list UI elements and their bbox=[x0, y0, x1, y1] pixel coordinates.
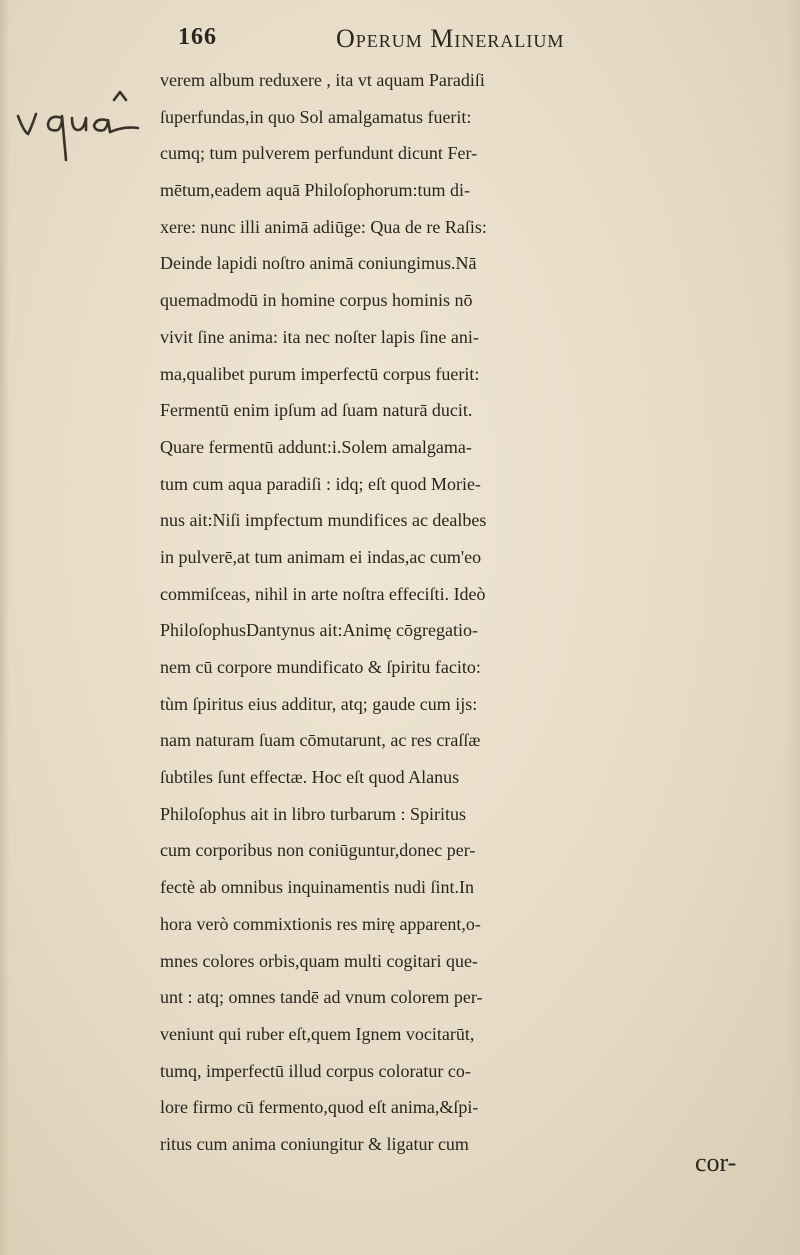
catchword: cor- bbox=[695, 1148, 737, 1177]
text-line: mnes colores orbis,quam multi cogitari que- bbox=[160, 950, 478, 971]
text-line: Deinde lapidi noſtro animā coniungimus.Nā bbox=[160, 253, 477, 274]
text-line: in pulverē,at tum animam ei indas,ac cum'eo bbox=[160, 546, 482, 567]
page-header bbox=[178, 22, 738, 58]
text-line: verem album reduxere , ita vt aquam Paradiſi bbox=[160, 70, 485, 90]
text-line: vivit ſine anima: ita nec noſter lapis ſine ani- bbox=[160, 326, 479, 347]
text-line: ſuperfundas,in quo Sol amalgamatus fuerit: bbox=[160, 106, 472, 127]
text-line: hora verò commixtionis res mirę apparent,o- bbox=[160, 913, 481, 934]
gutter-shadow bbox=[0, 0, 10, 1255]
text-line: nam naturam ſuam cōmutarunt, ac res craſſæ bbox=[160, 730, 481, 751]
text-line: Fermentū enim ipſum ad ſuam naturā ducit. bbox=[160, 400, 473, 421]
text-line: nus ait:Niſi impfectum mundifices ac dealbes bbox=[160, 510, 487, 531]
handwritten-note-drawing bbox=[14, 86, 154, 166]
handwritten-margin-note bbox=[14, 86, 154, 166]
text-line: xere: nunc illi animā adiūge: Qua de re Raſis: bbox=[160, 216, 487, 237]
text-line: commiſceas, nihil in arte noſtra effeciſti. Ideò bbox=[160, 583, 486, 604]
text-line: ſubtiles ſunt effectæ. Hoc eſt quod Alanus bbox=[160, 767, 460, 788]
text-line: fectè ab omnibus inquinamentis nudi ſint.In bbox=[160, 877, 474, 898]
text-line: ritus cum anima coniungitur & ligatur cum bbox=[160, 1133, 469, 1154]
text-line: veniunt qui ruber eſt,quem Ignem vocitarūt, bbox=[160, 1023, 475, 1044]
text-line: tumq, imperfectū illud corpus coloratur co- bbox=[160, 1060, 471, 1081]
text-line: lore firmo cū fermento,quod eſt anima,&ſpi- bbox=[160, 1097, 479, 1118]
main-text-block bbox=[160, 62, 790, 1162]
text-line: unt : atq; omnes tandē ad vnum colorem per- bbox=[160, 987, 483, 1008]
page-number: 166 bbox=[178, 24, 217, 50]
text-line: Quare fermentū addunt:i.Solem amalgama- bbox=[160, 436, 472, 457]
text-line: cum corporibus non coniūguntur,donec per- bbox=[160, 840, 476, 861]
text-line: tùm ſpiritus eius additur, atq; gaude cum ijs: bbox=[160, 693, 478, 714]
text-line: PhiloſophusDantynus ait:Animę cōgregatio- bbox=[160, 620, 478, 641]
text-line: nem cū corpore mundificato & ſpiritu facito: bbox=[160, 657, 481, 677]
text-line: quemadmodū in homine corpus hominis nō bbox=[160, 290, 473, 311]
text-line: Philoſophus ait in libro turbarum : Spiritus bbox=[160, 803, 466, 824]
running-title: Operum Mineralium bbox=[336, 24, 565, 53]
text-line: ma,qualibet purum imperfectū corpus fuerit: bbox=[160, 363, 480, 384]
text-line: tum cum aqua paradiſi : idq; eſt quod Morie- bbox=[160, 473, 481, 494]
text-line: mētum,eadem aquā Philoſophorum:tum di- bbox=[160, 180, 470, 201]
text-line: cumq; tum pulverem perfundunt dicunt Fer- bbox=[160, 143, 478, 164]
